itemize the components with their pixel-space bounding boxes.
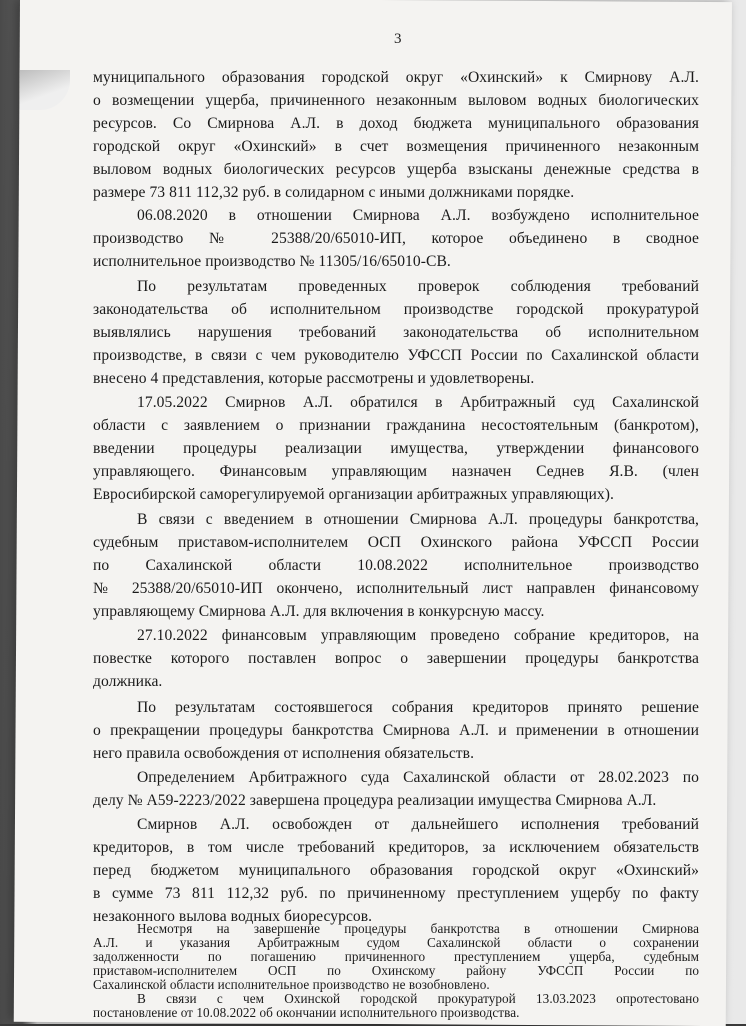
text-line: задолженности по погашению причиненного преступлением ущерба, судебным — [93, 949, 699, 964]
text-line: 27.10.2022 финансовым управляющим проведено собрание кредиторов, на — [137, 627, 699, 644]
text-line: ресурсов. Со Смирнова А.Л. в доход бюджета муниципального образования — [93, 115, 699, 132]
text-line: в сумме 73 811 112,32 руб. по причиненному преступлением ущербу по факту — [93, 885, 699, 902]
text-line: 06.08.2020 в отношении Смирнова А.Л. возбуждено исполнительное — [137, 207, 699, 224]
text-line: введении процедуры реализации имущества, утверждении финансового — [93, 440, 699, 457]
text-line: должника. — [93, 673, 163, 690]
text-line: Евросибирской саморегулируемой организации арбитражных управляющих). — [93, 486, 614, 503]
text-line: внесено 4 представления, которые рассмотрены и удовлетворены. — [93, 370, 535, 387]
text-line: выловом водных биологических ресурсов ущерба взысканы денежные средства в — [93, 161, 699, 178]
text-line: судебным приставом-исполнителем ОСП Охинского района УФССП России — [93, 534, 699, 551]
text-line: законодательства об исполнительном производстве городской прокуратурой — [93, 301, 699, 318]
text-line: о прекращении процедуры банкротства Смирнова А.Л. и применении в отношении — [93, 722, 699, 739]
text-line: по Сахалинской области 10.08.2022 исполнительное производство — [93, 557, 699, 574]
page-number: 3 — [394, 31, 402, 47]
text-line: Определением Арбитражного суда Сахалинской области от 28.02.2023 по — [137, 769, 699, 786]
text-line: № 25388/20/65010-ИП окончено, исполнительный лист направлен финансовому — [93, 580, 699, 597]
text-line: перед бюджетом муниципального образования городской округ «Охинский» — [93, 862, 699, 879]
text-line: приставом-исполнителем ОСП по Охинскому району УФССП России по — [93, 963, 699, 978]
text-line: постановление от 10.08.2022 об окончании исполнительного производства. — [93, 1005, 520, 1020]
text-line: производстве, в связи с чем руководителю УФССП России по Сахалинской области — [93, 347, 699, 364]
text-line: В связи с введением в отношении Смирнова А.Л. процедуры банкротства, — [137, 511, 699, 528]
text-line: делу № А59-2223/2022 завершена процедура реализации имущества Смирнова А.Л. — [93, 792, 657, 809]
text-line: А.Л. и указания Арбитражным судом Сахалинской области о сохранении — [93, 935, 699, 950]
text-line: размере 73 811 112,32 руб. в солидарном с иными должниками порядке. — [93, 184, 575, 201]
text-line: области с заявлением о признании гражданина несостоятельным (банкротом), — [93, 417, 699, 434]
text-line: По результатам проведенных проверок соблюдения требований — [137, 278, 699, 295]
text-line: Несмотря на завершение процедуры банкротства в отношении Смирнова — [137, 921, 699, 936]
text-line: управляющего. Финансовым управляющим назначен Седнев Я.В. (член — [93, 463, 699, 480]
text-line: Смирнов А.Л. освобожден от дальнейшего исполнения требований — [137, 816, 699, 833]
text-line: управляющему Смирнова А.Л. для включения в конкурсную массу. — [93, 603, 545, 620]
text-line: исполнительное производство № 11305/16/65010-СВ. — [93, 253, 451, 270]
text-line: повестке которого поставлен вопрос о завершении процедуры банкротства — [93, 650, 699, 667]
text-line: городской округ «Охинский» в счет возмещения причиненного незаконным — [93, 138, 699, 155]
text-line: о возмещении ущерба, причиненного незаконным выловом водных биологических — [93, 92, 699, 109]
text-line: 17.05.2022 Смирнов А.Л. обратился в Арбитражный суд Сахалинской — [137, 394, 699, 411]
text-line: него правила освобождения от исполнения обязательств. — [93, 745, 475, 762]
text-line: В связи с чем Охинской городской прокуратурой 13.03.2023 опротестовано — [137, 991, 699, 1006]
text-line: производство № 25388/20/65010-ИП, которое объединено в сводное — [93, 230, 699, 247]
text-line: кредиторов, в том числе требований кредиторов, за исключением обязательств — [93, 839, 699, 856]
text-line: незаконного вылова водных биоресурсов. — [93, 908, 373, 925]
text-line: выявлялись нарушения требований законодательства об исполнительном — [93, 324, 699, 341]
text-line: По результатам состоявшегося собрания кредиторов принято решение — [137, 699, 699, 716]
text-line: Сахалинской области исполнительное производство не возобновлено. — [93, 977, 490, 992]
text-line: муниципального образования городской округ «Охинский» к Смирнову А.Л. — [93, 69, 699, 86]
